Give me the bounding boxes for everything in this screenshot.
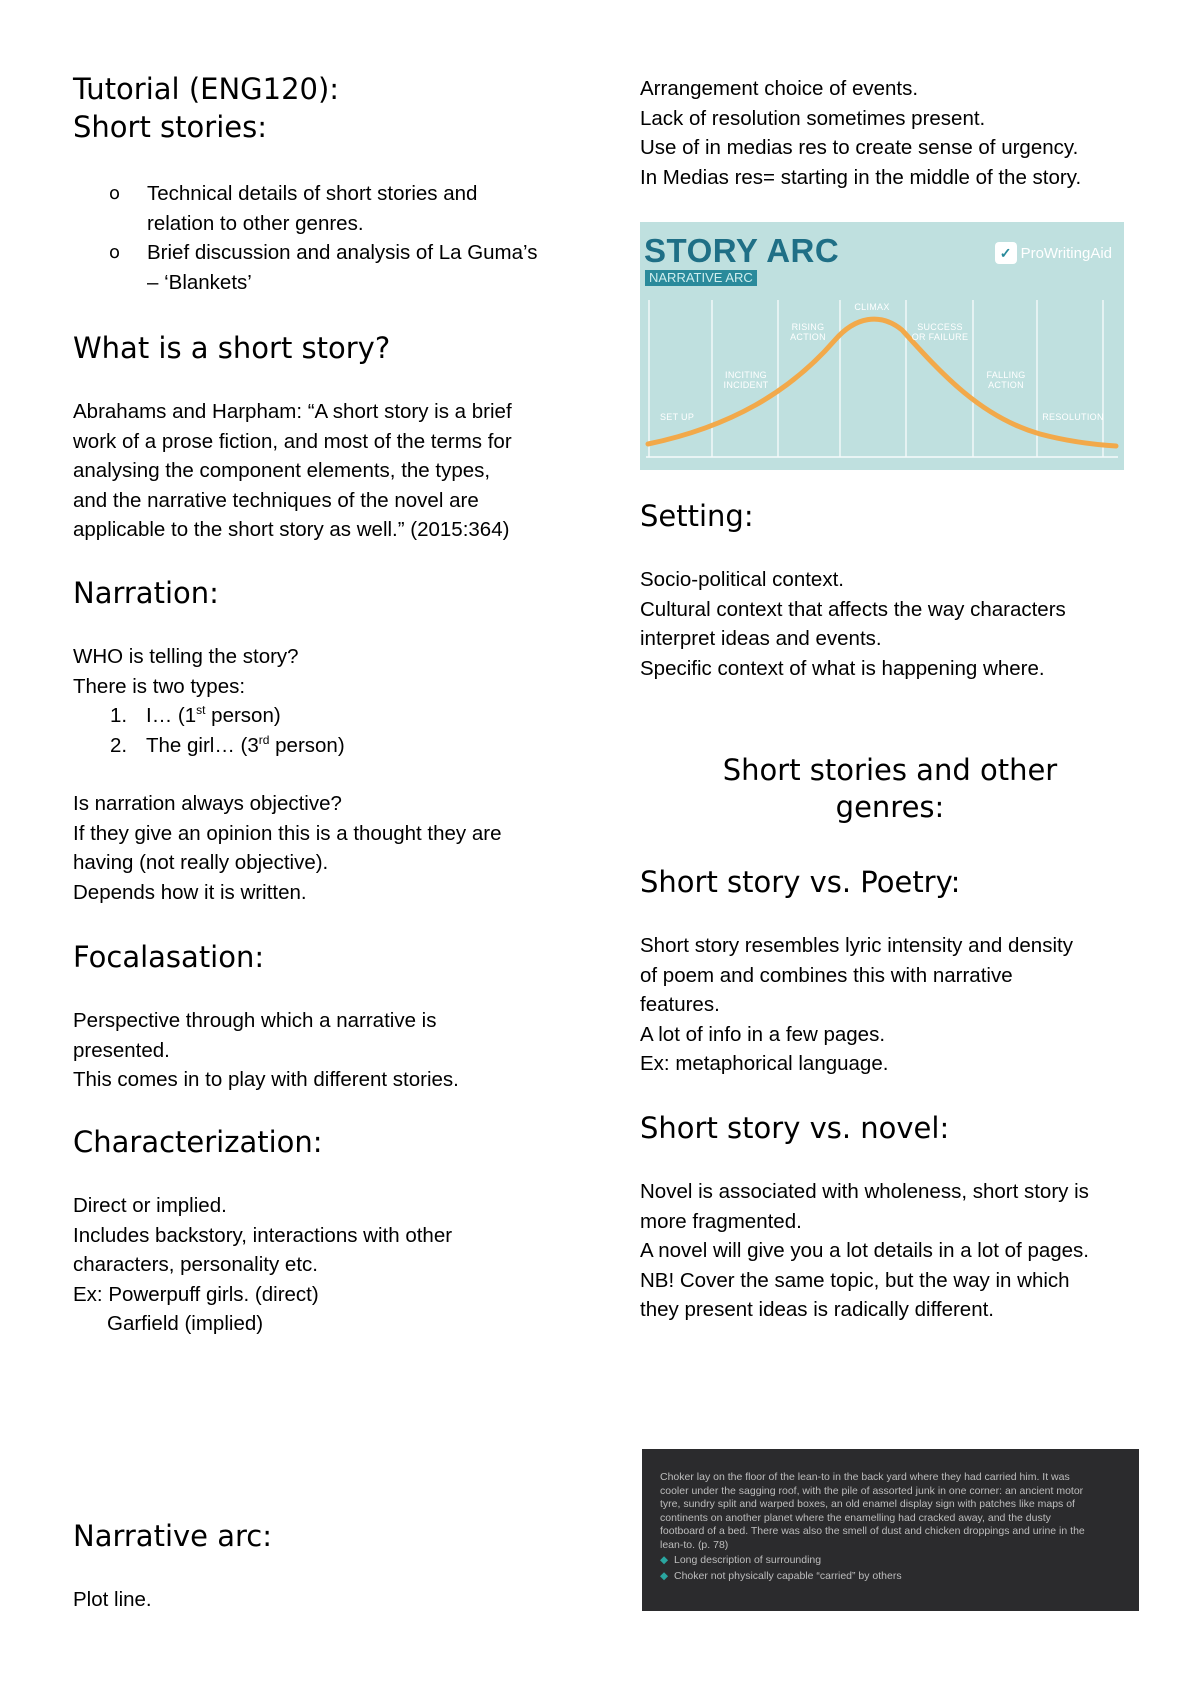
poetry-paragraph: Short story resembles lyric intensity and density of poem and combines this with narrative features. A lot of info in a few pages. Ex: metaphorical language. xyxy=(640,934,1073,1075)
arc-subtitle: NARRATIVE ARC xyxy=(645,270,757,286)
intro-bullet-list xyxy=(109,179,537,297)
list-item: ◆ Long description of surrounding xyxy=(660,1554,822,1566)
arc-title: STORY ARC xyxy=(644,232,840,269)
setting-paragraph: Socio-political context. Cultural context that affects the way characters interpret ideas and events. Specific context of what is happening where. xyxy=(640,568,1066,680)
bullet-text: Brief discussion and analysis of La Guma’s xyxy=(147,241,538,264)
stage-rising-action: RISING ACTION xyxy=(790,322,826,342)
circle-bullet-icon: o xyxy=(109,242,121,263)
brand-name: ProWritingAid xyxy=(1020,244,1112,262)
document-title xyxy=(73,70,339,146)
bullet-text: relation to other genres. xyxy=(147,211,364,235)
heading-short-story-vs-poetry: Short story vs. Poetry: xyxy=(640,865,961,899)
story-arc-image xyxy=(640,222,1124,470)
heading-narration: Narration: xyxy=(73,576,219,610)
quote-slide-image xyxy=(642,1449,1139,1611)
circle-bullet-icon: o xyxy=(109,183,121,204)
quote-text: Choker lay on the floor of the lean-to in the back yard where they had carried him. It was cooler under the sagging roof, with the pile of assorted junk in one corner: an ancient motor tyre, sundry split and warped boxes, an old enamel display sign with patches like maps of continents on another planet where the enamelling had cracked away, and the dusty footboard of a bed. There was also the smell of dust and chicken droppings and urine in the lean-to. (p. 78) ◆ Long description of surrounding ◆ Choker not physically capable “carried” by others xyxy=(660,1471,1125,1583)
narrative-arc-paragraph: Plot line. xyxy=(73,1588,152,1611)
diamond-bullet-icon: ◆ xyxy=(660,1569,669,1582)
what-is-short-story-paragraph: Abrahams and Harpham: “A short story is a brief work of a prose fiction, and most of the terms for analysing the component elements, the types, and the narrative techniques of the novel are applicable to the short story as well.” (2015:364) xyxy=(73,400,512,541)
stage-setup: SET UP xyxy=(660,412,695,422)
focalisation-paragraph: Perspective through which a narrative is presented. This comes in to play with different stories. xyxy=(73,1009,459,1091)
list-item: 1. I… (1st person) xyxy=(110,703,281,727)
narration-types-list xyxy=(110,701,345,760)
list-item xyxy=(109,238,537,297)
novel-paragraph: Novel is associated with wholeness, short story is more fragmented. A novel will give you a lot details in a lot of pages. NB! Cover the same topic, but the way in which they present ideas is radically different. xyxy=(640,1180,1089,1321)
bullet-text: – ‘Blankets’ xyxy=(147,270,252,294)
title-line-2: Short stories: xyxy=(73,110,267,144)
stage-falling-action: FALLING ACTION xyxy=(986,370,1026,390)
title-line-1: Tutorial (ENG120): xyxy=(73,72,340,106)
heading-narrative-arc: Narrative arc: xyxy=(73,1519,272,1553)
heading-focalisation: Focalasation: xyxy=(73,940,265,974)
stage-climax: CLIMAX xyxy=(854,302,890,312)
narration-objective-paragraph: Is narration always objective? If they give an opinion this is a thought they are having (not really objective). Depends how it is written. xyxy=(73,792,502,904)
list-item: 2. The girl… (3rd person) xyxy=(110,732,345,757)
heading-short-stories-other-genres: Short stories and other genres: xyxy=(722,753,1058,824)
list-item: ◆ Choker not physically capable “carried” by others xyxy=(660,1569,902,1582)
heading-short-story-vs-novel: Short story vs. novel: xyxy=(640,1111,950,1145)
heading-what-is-short-story: What is a short story? xyxy=(73,331,391,365)
plot-notes-paragraph: Arrangement choice of events. Lack of resolution sometimes present. Use of in medias res to create sense of urgency. In Medias res= starting in the middle of the story. xyxy=(640,77,1082,189)
prowritingaid-logo xyxy=(995,242,1112,264)
stage-resolution: RESOLUTION xyxy=(1042,412,1104,422)
list-item xyxy=(109,179,537,238)
check-icon: ✓ xyxy=(995,242,1017,264)
stage-inciting-incident: INCITING INCIDENT xyxy=(723,370,769,390)
bullet-text: Technical details of short stories and xyxy=(147,182,478,205)
stage-success-or-failure: SUCCESS OR FAILURE xyxy=(911,322,969,342)
heading-setting: Setting: xyxy=(640,499,754,533)
heading-characterization: Characterization: xyxy=(73,1125,323,1159)
characterization-paragraph: Direct or implied. Includes backstory, interactions with other characters, personality etc. Ex: Powerpuff girls. (direct) Garfield (implied) xyxy=(73,1194,453,1335)
narration-paragraph: WHO is telling the story? There is two types: xyxy=(73,645,299,698)
diamond-bullet-icon: ◆ xyxy=(660,1554,669,1566)
